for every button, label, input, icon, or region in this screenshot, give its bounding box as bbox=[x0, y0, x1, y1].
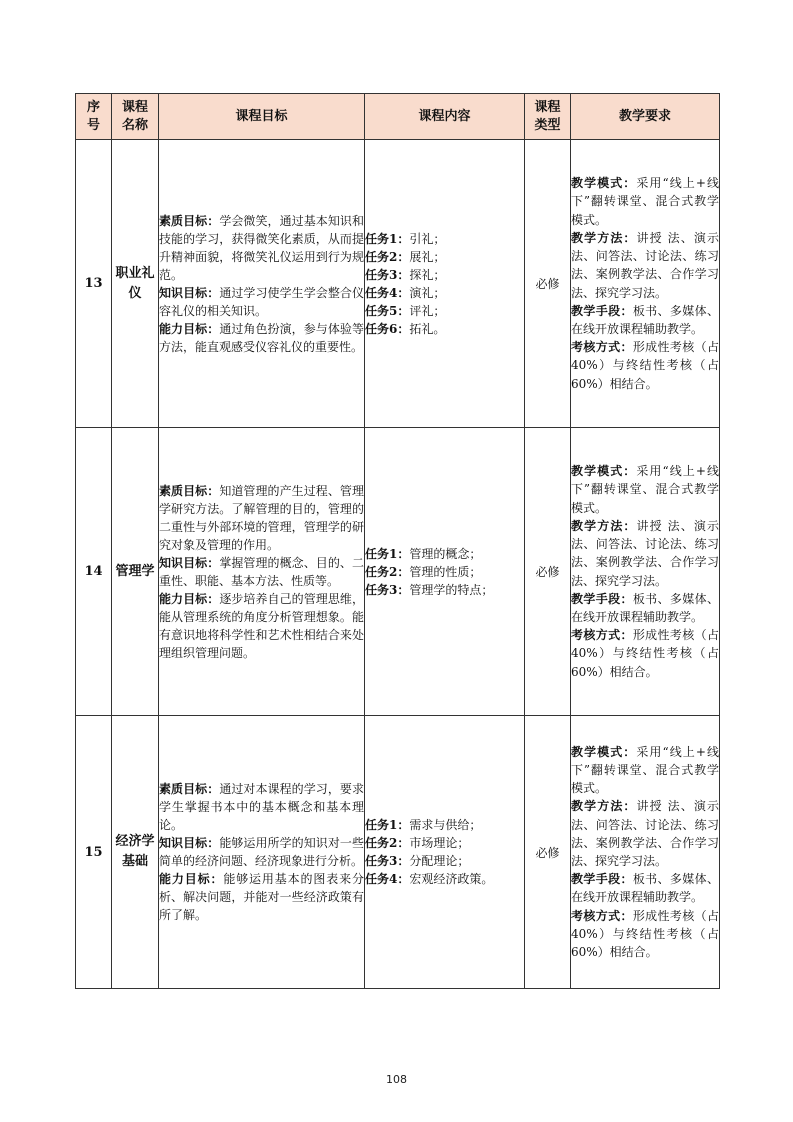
row-number: 13 bbox=[76, 140, 112, 428]
req-text: 讲授 法、演示法、问答法、讨论法、练习法、案例教学法、合作学习法、探究学习法。 bbox=[571, 799, 719, 868]
row-number: 15 bbox=[76, 716, 112, 989]
req-item bbox=[571, 462, 719, 517]
task-item bbox=[365, 816, 524, 834]
req-text: 采用“线上+线下”翻转课堂、混合式教学模式。 bbox=[571, 176, 719, 227]
req-text: 板书、多媒体、在线开放课程辅助教学。 bbox=[571, 591, 719, 624]
task-text: 市场理论； bbox=[409, 836, 470, 850]
task-label: 任务2： bbox=[365, 249, 410, 264]
goal-label: 能力目标： bbox=[159, 321, 220, 336]
goal-label: 素质目标： bbox=[159, 483, 220, 498]
req-label: 教学模式： bbox=[571, 176, 637, 191]
course-type: 必修 bbox=[525, 428, 571, 716]
course-type: 必修 bbox=[525, 716, 571, 989]
task-text: 展礼； bbox=[409, 249, 446, 264]
header-type: 课程类型 bbox=[525, 94, 571, 140]
course-name: 职业礼仪 bbox=[112, 140, 159, 428]
req-label: 教学手段： bbox=[571, 872, 633, 887]
req-item bbox=[571, 229, 719, 302]
goal-text: 学会微笑，通过基本知识和技能的学习，获得微笑化素质，从而提升精神面貌，将微笑礼仪运用到行为规范。 bbox=[159, 213, 364, 282]
req-text: 讲授 法、演示法、问答法、讨论法、练习法、案例教学法、合作学习法、探究学习法。 bbox=[571, 230, 719, 300]
task-label: 任务2： bbox=[365, 836, 410, 850]
table-row bbox=[76, 428, 720, 716]
course-goals bbox=[159, 428, 365, 716]
course-name: 经济学基础 bbox=[112, 716, 159, 989]
goal-text: 知道管理的产生过程、管理学研究方法。了解管理的目的，管理的二重性与外部环境的管理，管理学的研究对象及管理的作用。 bbox=[159, 483, 364, 552]
task-item bbox=[365, 302, 524, 320]
header-content: 课程内容 bbox=[365, 94, 525, 140]
goal-item bbox=[159, 870, 364, 924]
req-label: 教学模式： bbox=[571, 744, 637, 759]
task-item bbox=[365, 834, 524, 852]
course-goals bbox=[159, 716, 365, 989]
req-label: 教学方法： bbox=[571, 518, 637, 533]
task-text: 需求与供给； bbox=[409, 818, 482, 832]
req-label: 教学方法： bbox=[571, 799, 637, 814]
goal-item bbox=[159, 482, 364, 554]
req-text: 采用“线上+线下”翻转课堂、混合式教学模式。 bbox=[571, 464, 719, 515]
task-item bbox=[365, 852, 524, 870]
task-label: 任务6： bbox=[365, 321, 410, 336]
req-item bbox=[571, 870, 719, 906]
task-text: 探礼； bbox=[409, 267, 446, 282]
task-label: 任务5： bbox=[365, 303, 410, 318]
task-text: 分配理论； bbox=[409, 854, 470, 868]
goal-text: 通过对本课程的学习，要求学生掌握书本中的基本概念和基本理论。 bbox=[159, 782, 364, 832]
req-text: 形成性考核（占40%）与终结性考核（占60%）相结合。 bbox=[571, 628, 719, 679]
goal-text: 能够运用所学的知识对一些简单的经济问题、经济现象进行分析。 bbox=[159, 836, 364, 868]
task-text: 拓礼。 bbox=[409, 321, 446, 336]
page-number: 108 bbox=[386, 1073, 407, 1086]
goal-text: 掌握管理的概念、目的、二重性、职能、基本方法、性质等。 bbox=[159, 555, 364, 588]
task-text: 管理学的特点； bbox=[409, 582, 494, 597]
header-row bbox=[76, 94, 720, 140]
course-content bbox=[365, 428, 525, 716]
req-label: 教学手段： bbox=[571, 303, 633, 318]
table-row bbox=[76, 716, 720, 989]
header-name: 课程名称 bbox=[112, 94, 159, 140]
req-text: 讲授 法、演示法、问答法、讨论法、练习法、案例教学法、合作学习法、探究学习法。 bbox=[571, 518, 719, 588]
task-label: 任务3： bbox=[365, 582, 410, 597]
task-label: 任务4： bbox=[365, 872, 410, 886]
task-item bbox=[365, 320, 524, 338]
goal-item bbox=[159, 212, 364, 284]
task-label: 任务2： bbox=[365, 564, 410, 579]
req-item bbox=[571, 626, 719, 681]
header-goal: 课程目标 bbox=[159, 94, 365, 140]
task-label: 任务1： bbox=[365, 231, 410, 246]
task-text: 评礼； bbox=[409, 303, 446, 318]
goal-label: 能力目标： bbox=[159, 591, 220, 606]
row-number: 14 bbox=[76, 428, 112, 716]
course-goals bbox=[159, 140, 365, 428]
task-text: 管理的性质； bbox=[409, 564, 482, 579]
task-item bbox=[365, 545, 524, 563]
req-item bbox=[571, 590, 719, 626]
task-label: 任务1： bbox=[365, 546, 410, 561]
task-label: 任务3： bbox=[365, 854, 410, 868]
req-label: 教学方法： bbox=[571, 230, 637, 245]
course-content bbox=[365, 716, 525, 989]
task-item bbox=[365, 284, 524, 302]
req-text: 形成性考核（占40%）与终结性考核（占60%）相结合。 bbox=[571, 908, 719, 960]
goal-item bbox=[159, 320, 364, 356]
req-label: 教学模式： bbox=[571, 464, 637, 479]
task-label: 任务1： bbox=[365, 818, 410, 832]
req-item bbox=[571, 517, 719, 590]
goal-label: 素质目标： bbox=[159, 782, 220, 796]
teaching-requirements bbox=[571, 428, 720, 716]
goal-text: 能够运用基本的图表来分析、解决问题，并能对一些经济政策有所了解。 bbox=[159, 872, 364, 922]
goal-label: 知识目标： bbox=[159, 836, 220, 850]
teaching-requirements bbox=[571, 716, 720, 989]
req-item bbox=[571, 174, 719, 229]
goal-text: 通过角色扮演，参与体验等方法，能直观感受仪容礼仪的重要性。 bbox=[159, 321, 364, 354]
task-item bbox=[365, 563, 524, 581]
header-no: 序号 bbox=[76, 94, 112, 140]
task-text: 引礼； bbox=[409, 231, 446, 246]
goal-item bbox=[159, 834, 364, 870]
course-name: 管理学 bbox=[112, 428, 159, 716]
table-row bbox=[76, 140, 720, 428]
course-content bbox=[365, 140, 525, 428]
goal-item bbox=[159, 780, 364, 834]
goal-text: 通过学习使学生学会整合仪容礼仪的相关知识。 bbox=[159, 285, 364, 318]
goal-item bbox=[159, 554, 364, 590]
course-type: 必修 bbox=[525, 140, 571, 428]
header-requirement: 教学要求 bbox=[571, 94, 720, 140]
goal-label: 素质目标： bbox=[159, 213, 220, 228]
req-text: 板书、多媒体、在线开放课程辅助教学。 bbox=[571, 303, 719, 336]
course-table bbox=[75, 93, 720, 989]
goal-item bbox=[159, 590, 364, 662]
req-text: 板书、多媒体、在线开放课程辅助教学。 bbox=[571, 872, 719, 905]
task-item bbox=[365, 581, 524, 599]
task-label: 任务4： bbox=[365, 285, 410, 300]
req-label: 考核方式： bbox=[571, 340, 633, 355]
goal-label: 能力目标： bbox=[159, 872, 224, 886]
goal-item bbox=[159, 284, 364, 320]
task-item bbox=[365, 870, 524, 888]
task-text: 宏观经济政策。 bbox=[409, 872, 494, 886]
req-text: 形成性考核（占40%）与终结性考核（占60%）相结合。 bbox=[571, 340, 719, 391]
req-label: 教学手段： bbox=[571, 591, 633, 606]
teaching-requirements bbox=[571, 140, 720, 428]
req-item bbox=[571, 907, 719, 962]
task-item bbox=[365, 230, 524, 248]
task-item bbox=[365, 248, 524, 266]
task-item bbox=[365, 266, 524, 284]
req-label: 考核方式： bbox=[571, 908, 633, 923]
req-item bbox=[571, 302, 719, 338]
req-item bbox=[571, 797, 719, 870]
task-text: 管理的概念； bbox=[409, 546, 482, 561]
req-text: 采用“线上+线下”翻转课堂、混合式教学模式。 bbox=[571, 744, 719, 796]
task-text: 演礼； bbox=[409, 285, 446, 300]
req-item bbox=[571, 338, 719, 393]
req-item bbox=[571, 743, 719, 798]
goal-label: 知识目标： bbox=[159, 555, 220, 570]
goal-label: 知识目标： bbox=[159, 285, 220, 300]
goal-text: 逐步培养自己的管理思维，能从管理系统的角度分析管理想象。能有意识地将科学性和艺术性相结合来处理组织管理问题。 bbox=[159, 591, 364, 660]
task-label: 任务3： bbox=[365, 267, 410, 282]
req-label: 考核方式： bbox=[571, 628, 633, 643]
